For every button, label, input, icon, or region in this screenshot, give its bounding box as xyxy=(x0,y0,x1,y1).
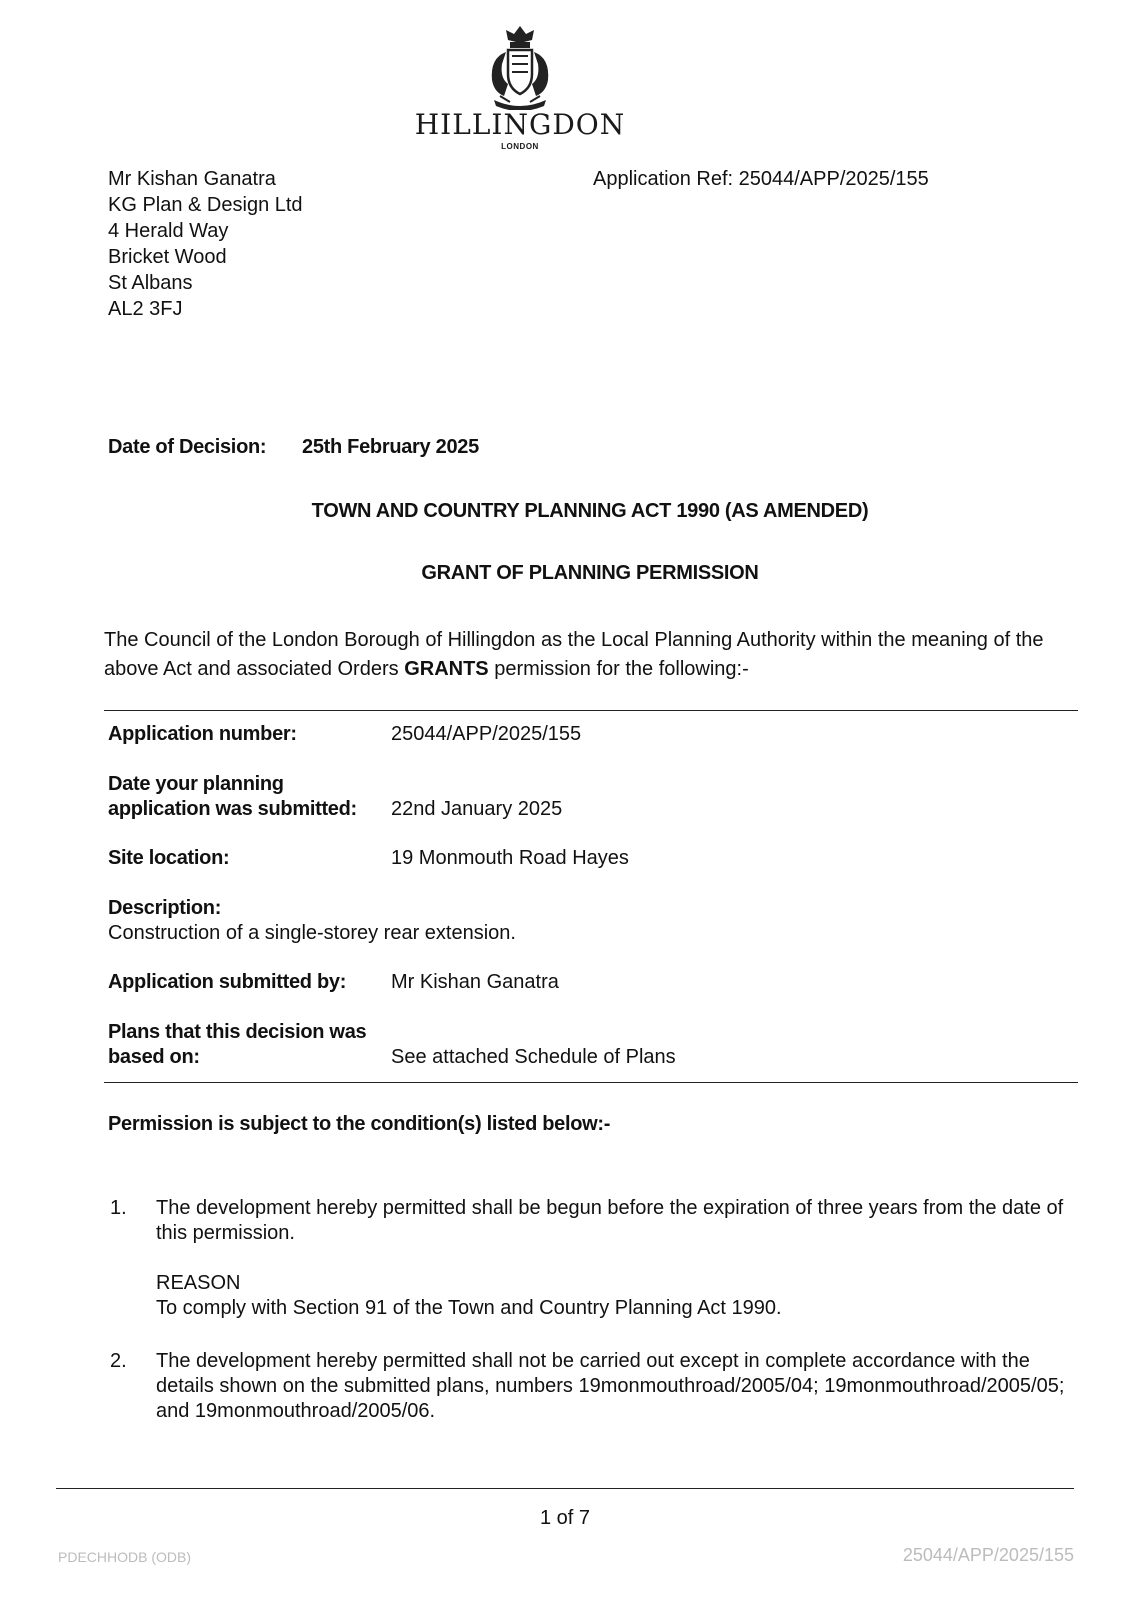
logo-subline: LONDON xyxy=(501,142,539,151)
address-line: St Albans xyxy=(108,272,193,294)
divider xyxy=(104,1082,1078,1083)
field-site-location xyxy=(108,846,629,871)
field-value: See attached Schedule of Plans xyxy=(391,1046,676,1068)
field-label: Description: xyxy=(108,897,222,919)
field-value: 22nd January 2025 xyxy=(391,798,563,820)
coat-of-arms-icon xyxy=(480,22,560,110)
condition-item xyxy=(108,1196,1068,1321)
application-reference: Application Ref: 25044/APP/2025/155 xyxy=(593,168,929,190)
intro-text: The Council of the London Borough of Hillingdon as the Local Planning Authority within the meaning of the above Act and associated Orders xyxy=(104,629,1044,680)
condition-item xyxy=(108,1349,1068,1424)
reason-text: To comply with Section 91 of the Town and Country Planning Act 1990. xyxy=(156,1297,782,1319)
logo-wordmark: HILLINGDON xyxy=(414,108,626,141)
address-line: AL2 3FJ xyxy=(108,298,183,320)
field-label: application was submitted: xyxy=(108,798,357,820)
footer-reference: 25044/APP/2025/155 xyxy=(902,1545,1074,1565)
date-of-decision xyxy=(108,436,479,459)
field-value: 19 Monmouth Road Hayes xyxy=(391,847,629,869)
field-date-submitted xyxy=(108,772,563,822)
council-logo xyxy=(400,22,640,158)
address-line: KG Plan & Design Ltd xyxy=(108,194,303,216)
field-label: Date your planning xyxy=(108,773,284,795)
grant-heading: GRANT OF PLANNING PERMISSION xyxy=(421,562,759,584)
intro-grants: GRANTS xyxy=(404,658,489,680)
field-value: 25044/APP/2025/155 xyxy=(391,723,582,745)
conditions-heading: Permission is subject to the condition(s) listed below:- xyxy=(108,1113,611,1135)
address-line: Mr Kishan Ganatra xyxy=(108,168,276,190)
condition-text: The development hereby permitted shall be begun before the expiration of three years from the date of this permission. xyxy=(156,1197,1064,1244)
divider xyxy=(104,710,1078,711)
footer-code: PDECHHODB (ODB) xyxy=(58,1549,192,1565)
address-line: Bricket Wood xyxy=(108,246,227,268)
page-number: 1 of 7 xyxy=(539,1507,591,1529)
field-submitted-by xyxy=(108,970,559,995)
field-label: Application submitted by: xyxy=(108,971,347,993)
field-plans xyxy=(108,1020,676,1070)
condition-number: 2. xyxy=(110,1350,127,1372)
field-label: Site location: xyxy=(108,847,230,869)
decision-date: 25th February 2025 xyxy=(302,436,479,458)
field-value: Construction of a single-storey rear extension. xyxy=(108,922,516,944)
field-application-number xyxy=(108,722,582,747)
field-description xyxy=(108,896,516,946)
intro-paragraph xyxy=(104,626,1064,684)
condition-number: 1. xyxy=(110,1197,127,1219)
intro-text-end: permission for the following:- xyxy=(488,658,749,680)
address-line: 4 Herald Way xyxy=(108,220,229,242)
field-label: Application number: xyxy=(108,723,297,745)
reason-label: REASON xyxy=(156,1272,241,1294)
recipient-address xyxy=(108,166,303,322)
act-heading: TOWN AND COUNTRY PLANNING ACT 1990 (AS AMENDED) xyxy=(311,500,869,522)
field-value: Mr Kishan Ganatra xyxy=(391,971,559,993)
condition-text: The development hereby permitted shall not be carried out except in complete accordance with the details shown on the submitted plans, numbers 19monmouthroad/2005/04; 19monmouthroad/2005/05; and 19monmouthroad/2005/06. xyxy=(156,1350,1065,1422)
footer-divider xyxy=(56,1488,1074,1489)
field-label: based on: xyxy=(108,1046,200,1068)
field-label: Plans that this decision was xyxy=(108,1021,367,1043)
decision-label: Date of Decision: xyxy=(108,436,267,458)
